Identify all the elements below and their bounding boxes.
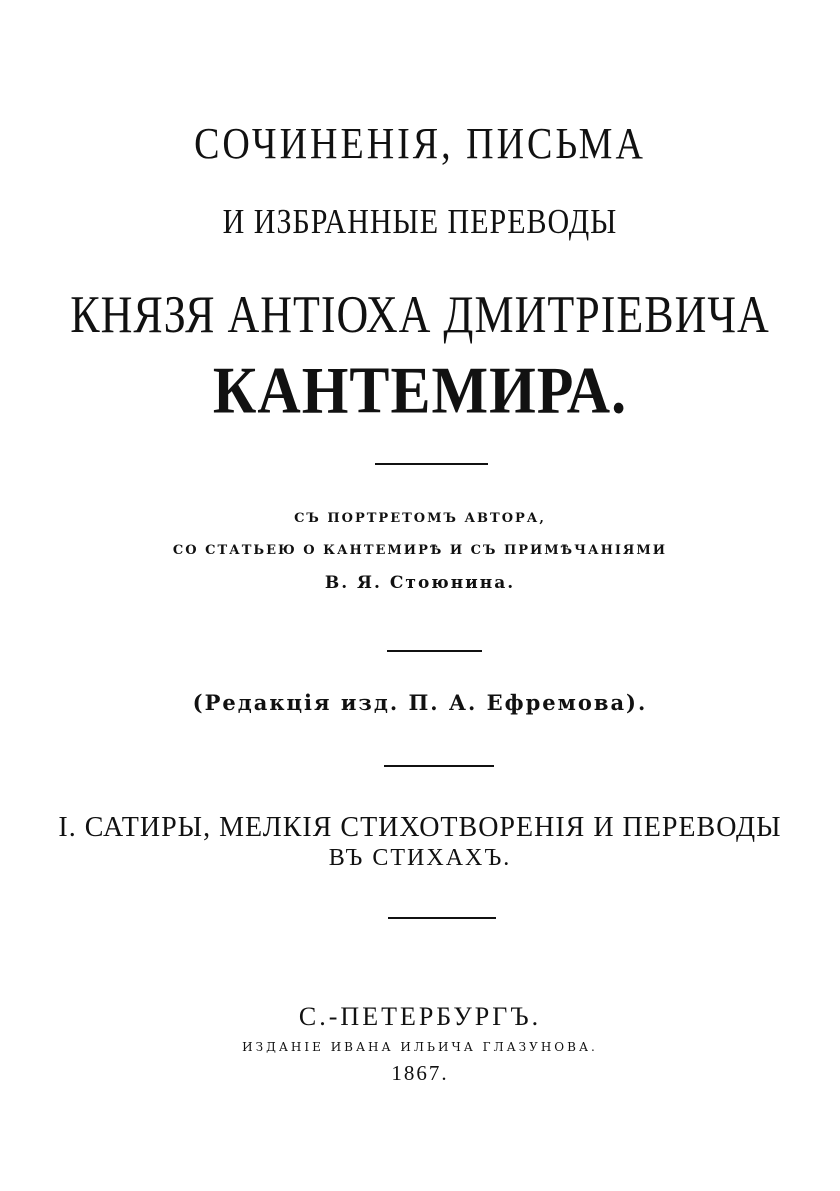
divider-rule-4 (388, 917, 496, 919)
divider-rule-2 (387, 650, 482, 652)
author-name-line-1: КНЯЗЯ АНТІОХА ДМИТРІЕВИЧА (70, 285, 770, 344)
volume-title-line-1: I. САТИРЫ, МЕЛКІЯ СТИХОТВОРЕНІЯ И ПЕРЕВОДЫ (58, 812, 782, 843)
author-surname: КАНТЕМИРА. (212, 353, 628, 428)
subtitle-editor: В. Я. Стоюнина. (324, 573, 516, 593)
edition-note: (Редакція изд. П. А. Ефремова). (192, 690, 648, 715)
imprint-city: С.-ПЕТЕРБУРГЪ. (298, 1002, 542, 1031)
imprint-publisher: ИЗДАНІЕ ИВАНА ИЛЬИЧА ГЛАЗУНОВА. (242, 1040, 598, 1054)
divider-rule-3 (384, 765, 494, 767)
subtitle-portrait: СЪ ПОРТРЕТОМЪ АВТОРА, (294, 511, 546, 526)
title-line-1: СОЧИНЕНІЯ, ПИСЬМА (194, 119, 646, 169)
title-line-2: И ИЗБРАННЫЕ ПЕРЕВОДЫ (222, 203, 618, 241)
volume-title-line-2: ВЪ СТИХАХЪ. (328, 845, 512, 871)
imprint-year: 1867. (391, 1061, 449, 1085)
divider-rule-1 (375, 463, 488, 465)
subtitle-article: СО СТАТЬЕЮ О КАНТЕМИРѢ И СЪ ПРИМѢЧАНІЯМИ (172, 543, 668, 558)
